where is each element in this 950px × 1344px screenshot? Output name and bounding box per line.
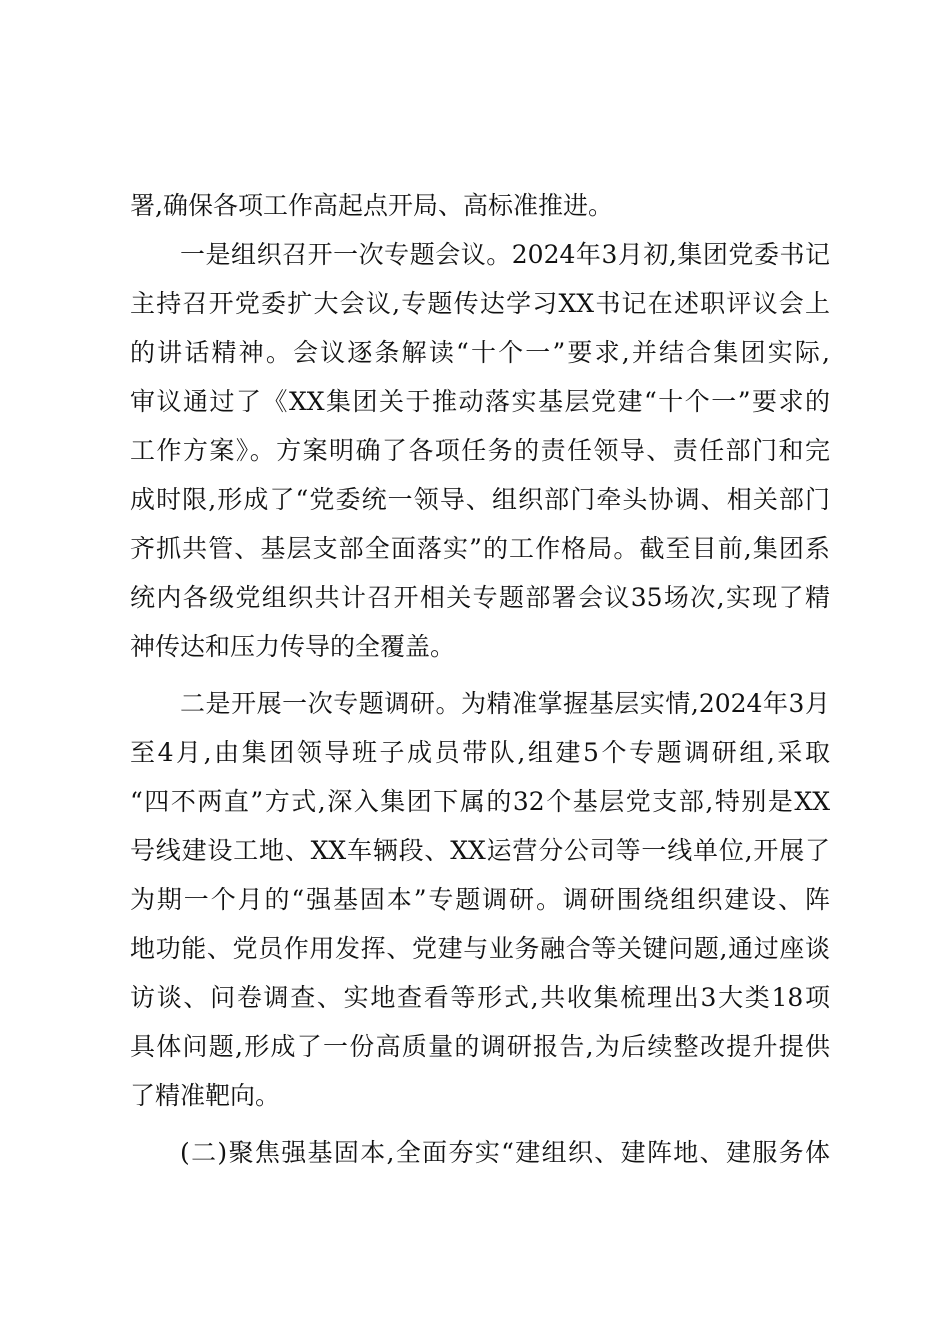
text-line-15: 为期一个月的“强基固本”专题调研。调研围绕组织建设、阵 — [130, 885, 830, 914]
text-line-14: 号线建设工地、XX车辆段、XX运营分公司等一线单位,开展了 — [130, 836, 830, 865]
text-line-7: 成时限,形成了“党委统一领导、组织部门牵头协调、相关部门 — [130, 485, 830, 514]
text-line-4: 的讲话精神。会议逐条解读“十个一”要求,并结合集团实际, — [130, 338, 830, 367]
text-line-12: 至4月,由集团领导班子成员带队,组建5个专题调研组,采取 — [130, 738, 830, 767]
text-line-18: 具体问题,形成了一份高质量的调研报告,为后续整改提升提供 — [130, 1032, 830, 1061]
text-line-13: “四不两直”方式,深入集团下属的32个基层党支部,特别是XX — [130, 787, 830, 816]
text-line-6: 工作方案》。方案明确了各项任务的责任领导、责任部门和完 — [130, 436, 830, 465]
text-line-11: 二是开展一次专题调研。为精准掌握基层实情,2024年3月 — [180, 689, 830, 718]
text-line-1: 署,确保各项工作高起点开局、高标准推进。 — [130, 191, 613, 220]
text-line-8: 齐抓共管、基层支部全面落实”的工作格局。截至目前,集团系 — [130, 534, 830, 563]
text-line-16: 地功能、党员作用发挥、党建与业务融合等关键问题,通过座谈 — [130, 934, 830, 963]
text-line-5: 审议通过了《XX集团关于推动落实基层党建“十个一”要求的 — [130, 387, 830, 416]
text-line-9: 统内各级党组织共计召开相关专题部署会议35场次,实现了精 — [130, 583, 830, 612]
text-line-17: 访谈、问卷调查、实地查看等形式,共收集梳理出3大类18项 — [130, 983, 830, 1012]
text-line-19: 了精准靶向。 — [130, 1081, 281, 1110]
text-line-10: 神传达和压力传导的全覆盖。 — [130, 632, 456, 661]
text-line-3: 主持召开党委扩大会议,专题传达学习XX书记在述职评议会上 — [130, 289, 830, 318]
section-heading-line: (二)聚焦强基固本,全面夯实“建组织、建阵地、建服务体 — [180, 1138, 830, 1167]
text-line-2: 一是组织召开一次专题会议。2024年3月初,集团党委书记 — [180, 240, 830, 269]
